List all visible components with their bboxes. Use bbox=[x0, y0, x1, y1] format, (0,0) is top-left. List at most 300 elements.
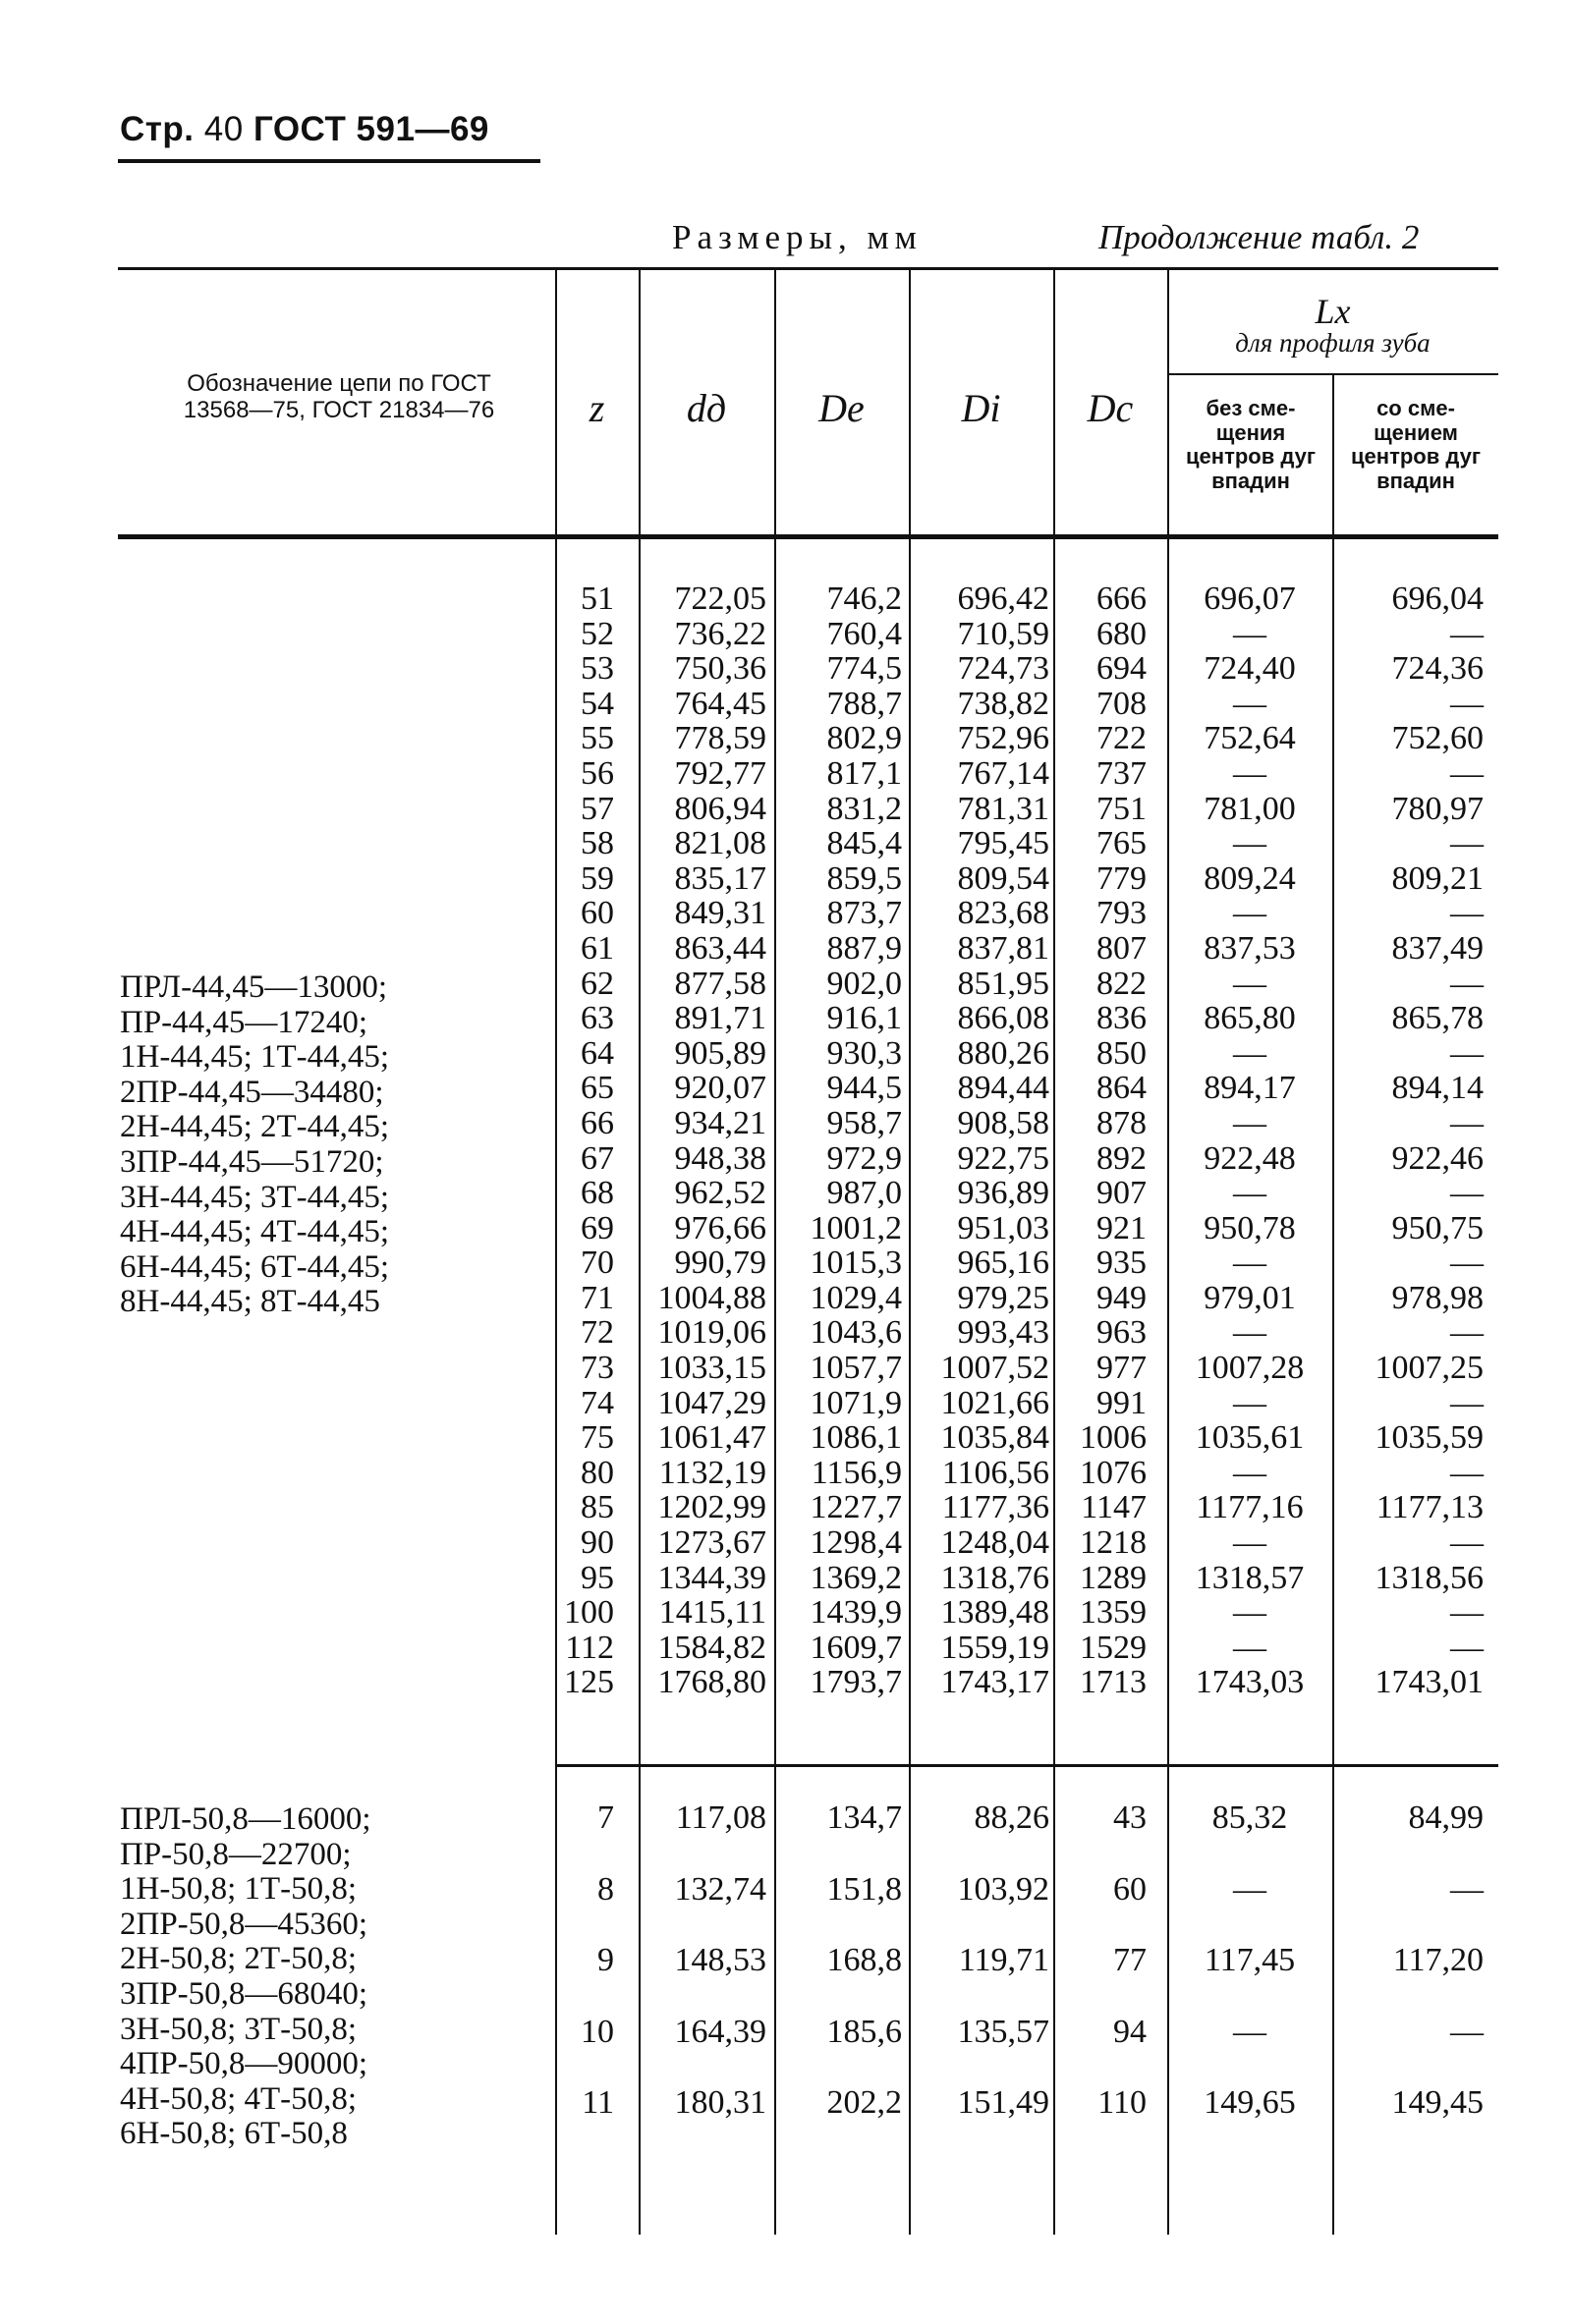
lx-no-offset-cell: — bbox=[1233, 1245, 1266, 1282]
dc-cell: 1713 bbox=[1080, 1664, 1147, 1701]
dd-cell: 821,08 bbox=[674, 825, 766, 862]
dd-cell: 1584,82 bbox=[657, 1629, 766, 1666]
section1-dd-column bbox=[639, 581, 766, 1700]
dc-cell: 935 bbox=[1096, 1245, 1147, 1282]
dd-cell: 1273,67 bbox=[657, 1524, 766, 1562]
dc-cell: 878 bbox=[1096, 1104, 1147, 1141]
de-cell: 1439,9 bbox=[810, 1594, 902, 1632]
lx-offset-cell: — bbox=[1450, 825, 1484, 862]
dc-cell: 765 bbox=[1096, 825, 1147, 862]
section1-dc-column bbox=[1053, 581, 1147, 1700]
di-cell: 781,31 bbox=[957, 790, 1049, 827]
lx-offset-cell: — bbox=[1450, 1870, 1484, 1908]
dd-cell: 1132,19 bbox=[658, 1454, 766, 1491]
dd-cell: 962,52 bbox=[674, 1175, 766, 1212]
designation-line: 1Н-50,8; 1Т-50,8; bbox=[120, 1871, 358, 1908]
lx-no-offset-cell: — bbox=[1233, 965, 1266, 1002]
designation-line: 2ПР-50,8—45360; bbox=[120, 1906, 368, 1942]
lx-no-offset-cell: 1007,28 bbox=[1195, 1350, 1305, 1387]
dd-cell: 132,74 bbox=[674, 1870, 766, 1908]
dd-cell: 920,07 bbox=[674, 1070, 766, 1107]
dc-cell: 850 bbox=[1096, 1034, 1147, 1072]
section1-lx-no-offset-column bbox=[1167, 581, 1332, 1700]
dd-cell: 990,79 bbox=[674, 1245, 766, 1282]
z-cell: 90 bbox=[581, 1524, 614, 1562]
di-cell: 1021,66 bbox=[940, 1384, 1049, 1421]
dd-cell: 778,59 bbox=[674, 720, 766, 757]
lx-offset-cell: 149,45 bbox=[1391, 2084, 1484, 2121]
designation-line: 2ПР-44,45—34480; bbox=[120, 1074, 384, 1110]
dc-cell: 949 bbox=[1096, 1279, 1147, 1316]
lx-offset-cell: 978,98 bbox=[1391, 1279, 1484, 1316]
lx-offset-cell: — bbox=[1450, 1314, 1484, 1352]
di-cell: 767,14 bbox=[957, 754, 1049, 792]
lx-header-note: для профиля зуба bbox=[1235, 328, 1431, 358]
di-cell: 135,57 bbox=[957, 2013, 1049, 2050]
designation-line: 3Н-44,45; 3Т-44,45; bbox=[120, 1179, 390, 1215]
z-cell: 52 bbox=[581, 615, 614, 652]
de-cell: 1227,7 bbox=[810, 1489, 902, 1526]
designation-line: 1Н-44,45; 1Т-44,45; bbox=[120, 1039, 390, 1076]
di-cell: 738,82 bbox=[957, 685, 1049, 722]
dd-cell: 164,39 bbox=[674, 2013, 766, 2050]
designation-line: 4Н-44,45; 4Т-44,45; bbox=[120, 1214, 390, 1250]
dd-cell: 905,89 bbox=[674, 1034, 766, 1072]
designation-line: 3ПР-44,45—51720; bbox=[120, 1143, 384, 1180]
di-cell: 1177,36 bbox=[941, 1489, 1049, 1526]
di-cell: 979,25 bbox=[957, 1279, 1049, 1316]
de-header: De bbox=[818, 386, 865, 430]
lx-no-offset-cell: — bbox=[1233, 1524, 1266, 1562]
lx-no-offset-cell: 724,40 bbox=[1204, 650, 1296, 688]
di-cell: 88,26 bbox=[974, 1799, 1049, 1836]
lx-offset-cell: 1743,01 bbox=[1375, 1664, 1484, 1701]
dc-cell: 1218 bbox=[1080, 1524, 1147, 1562]
di-cell: 823,68 bbox=[957, 895, 1049, 932]
z-cell: 75 bbox=[581, 1419, 614, 1457]
di-cell: 103,92 bbox=[957, 1870, 1049, 1908]
designation-line: ПРЛ-44,45—13000; bbox=[120, 969, 387, 1005]
dc-cell: 1147 bbox=[1081, 1489, 1147, 1526]
lx-offset-cell: 780,97 bbox=[1391, 790, 1484, 827]
z-cell: 72 bbox=[581, 1314, 614, 1352]
de-cell: 1793,7 bbox=[810, 1664, 902, 1701]
lx-offset-cell: 752,60 bbox=[1391, 720, 1484, 757]
dc-cell: 110 bbox=[1097, 2084, 1147, 2121]
lx-no-offset-cell: — bbox=[1233, 1454, 1266, 1491]
lx-no-offset-cell: 781,00 bbox=[1204, 790, 1296, 827]
de-cell: 817,1 bbox=[826, 754, 902, 792]
dd-cell: 1019,06 bbox=[657, 1314, 766, 1352]
dc-cell: 822 bbox=[1096, 965, 1147, 1002]
z-cell: 67 bbox=[581, 1139, 614, 1177]
dc-header: Dc bbox=[1087, 386, 1134, 430]
lx-offset-cell: 117,20 bbox=[1392, 1942, 1484, 1978]
lx-offset-cell: 922,46 bbox=[1391, 1139, 1484, 1177]
section2-designations bbox=[120, 1801, 371, 2151]
de-cell: 185,6 bbox=[826, 2013, 902, 2050]
dd-cell: 1344,39 bbox=[657, 1559, 766, 1596]
dc-cell: 751 bbox=[1096, 790, 1147, 827]
section-divider-rule bbox=[555, 1764, 1498, 1767]
lx-offset-cell: 84,99 bbox=[1408, 1799, 1484, 1836]
z-cell: 71 bbox=[581, 1279, 614, 1316]
lx-no-offset-cell: 894,17 bbox=[1204, 1070, 1296, 1107]
de-cell: 168,8 bbox=[826, 1942, 902, 1978]
dd-cell: 764,45 bbox=[674, 685, 766, 722]
dd-cell: 849,31 bbox=[674, 895, 766, 932]
lx-offset-cell: — bbox=[1450, 2013, 1484, 2050]
lx-offset-cell: — bbox=[1450, 1175, 1484, 1212]
dc-cell: 43 bbox=[1113, 1799, 1147, 1836]
z-cell: 70 bbox=[581, 1245, 614, 1282]
z-cell: 69 bbox=[581, 1209, 614, 1246]
dc-cell: 708 bbox=[1096, 685, 1147, 722]
lx-offset-cell: 809,21 bbox=[1391, 859, 1484, 897]
designation-line: 2Н-50,8; 2Т-50,8; bbox=[120, 1941, 358, 1977]
z-cell: 10 bbox=[581, 2013, 614, 2050]
dc-cell: 907 bbox=[1096, 1175, 1147, 1212]
lx-offset-cell: 950,75 bbox=[1391, 1209, 1484, 1246]
z-cell: 56 bbox=[581, 754, 614, 792]
lx-no-offset-cell: — bbox=[1233, 1314, 1266, 1352]
z-cell: 100 bbox=[564, 1594, 614, 1632]
lx-offset-cell: 1318,56 bbox=[1375, 1559, 1484, 1596]
lx-offset-cell: — bbox=[1450, 1034, 1484, 1072]
designation-header: Обозначение цепи по ГОСТ 13568—75, ГОСТ 21834—76 bbox=[183, 370, 495, 423]
table-continuation: Продолжение табл. 2 bbox=[1098, 218, 1420, 256]
dc-cell: 680 bbox=[1096, 615, 1147, 652]
lx-no-offset-cell: — bbox=[1233, 1629, 1266, 1666]
z-cell: 9 bbox=[597, 1942, 614, 1978]
lx-offset-cell: — bbox=[1450, 1245, 1484, 1282]
z-header: z bbox=[589, 386, 605, 430]
sizes-title: Размеры, мм bbox=[672, 218, 923, 256]
di-cell: 1389,48 bbox=[940, 1594, 1049, 1632]
di-cell: 724,73 bbox=[957, 650, 1049, 688]
de-cell: 972,9 bbox=[826, 1139, 902, 1177]
dd-header: dд bbox=[686, 386, 727, 430]
z-cell: 59 bbox=[581, 859, 614, 897]
designation-line: 2Н-44,45; 2Т-44,45; bbox=[120, 1109, 390, 1145]
di-cell: 880,26 bbox=[957, 1034, 1049, 1072]
lx-offset-cell: 696,04 bbox=[1391, 581, 1484, 617]
di-cell: 993,43 bbox=[957, 1314, 1049, 1352]
di-cell: 119,71 bbox=[958, 1942, 1049, 1978]
designation-line: 6Н-50,8; 6Т-50,8 bbox=[120, 2116, 348, 2152]
lx-no-offset-cell: 1177,16 bbox=[1196, 1489, 1304, 1526]
dc-cell: 991 bbox=[1096, 1384, 1147, 1421]
de-cell: 859,5 bbox=[826, 859, 902, 897]
de-cell: 1156,9 bbox=[811, 1454, 902, 1491]
z-cell: 51 bbox=[581, 581, 614, 617]
header-rule bbox=[118, 159, 540, 163]
lx-no-offset-cell: — bbox=[1233, 1104, 1266, 1141]
table-top-rule bbox=[118, 267, 1498, 270]
lx-no-offset-cell: — bbox=[1233, 1384, 1266, 1421]
section1-di-column bbox=[909, 581, 1049, 1700]
lx-offset-cell: — bbox=[1450, 1104, 1484, 1141]
z-cell: 57 bbox=[581, 790, 614, 827]
de-cell: 1298,4 bbox=[810, 1524, 902, 1562]
de-cell: 1057,7 bbox=[810, 1350, 902, 1387]
de-cell: 788,7 bbox=[826, 685, 902, 722]
z-cell: 58 bbox=[581, 825, 614, 862]
dd-cell: 750,36 bbox=[674, 650, 766, 688]
dd-cell: 891,71 bbox=[674, 1000, 766, 1037]
dc-cell: 1289 bbox=[1080, 1559, 1147, 1596]
dd-cell: 117,08 bbox=[675, 1799, 766, 1836]
designation-line: 4Н-50,8; 4Т-50,8; bbox=[120, 2080, 358, 2117]
z-cell: 125 bbox=[564, 1664, 614, 1701]
lx-no-offset-cell: — bbox=[1233, 2013, 1266, 2050]
lx-offset-cell: — bbox=[1450, 1629, 1484, 1666]
dc-cell: 737 bbox=[1096, 754, 1147, 792]
lx-offset-cell: — bbox=[1450, 1454, 1484, 1491]
de-cell: 958,7 bbox=[826, 1104, 902, 1141]
dc-cell: 892 bbox=[1096, 1139, 1147, 1177]
z-cell: 53 bbox=[581, 650, 614, 688]
lx-offset-cell: — bbox=[1450, 895, 1484, 932]
di-cell: 922,75 bbox=[957, 1139, 1049, 1177]
dd-cell: 722,05 bbox=[674, 581, 766, 617]
lx-offset-cell: — bbox=[1450, 1594, 1484, 1632]
de-cell: 887,9 bbox=[826, 929, 902, 967]
lx-no-offset-cell: — bbox=[1233, 895, 1266, 932]
lx-no-offset-cell: — bbox=[1233, 754, 1266, 792]
di-header: Di bbox=[961, 386, 1001, 430]
lx-offset-cell: — bbox=[1450, 1524, 1484, 1562]
page-prefix: Стр. bbox=[120, 110, 195, 148]
di-cell: 1106,56 bbox=[941, 1454, 1049, 1491]
dc-cell: 722 bbox=[1096, 720, 1147, 757]
lx-no-offset-cell: — bbox=[1233, 1594, 1266, 1632]
di-cell: 851,95 bbox=[957, 965, 1049, 1002]
lx-no-offset-cell: 837,53 bbox=[1204, 929, 1296, 967]
z-cell: 85 bbox=[581, 1489, 614, 1526]
di-cell: 965,16 bbox=[957, 1245, 1049, 1282]
z-cell: 62 bbox=[581, 965, 614, 1002]
dc-cell: 666 bbox=[1096, 581, 1147, 617]
designation-line: 3ПР-50,8—68040; bbox=[120, 1975, 368, 2012]
lx-offset-cell: — bbox=[1450, 1384, 1484, 1421]
di-cell: 809,54 bbox=[957, 859, 1049, 897]
lx-no-offset-cell: 865,80 bbox=[1204, 1000, 1296, 1037]
dd-cell: 1061,47 bbox=[657, 1419, 766, 1457]
de-cell: 774,5 bbox=[826, 650, 902, 688]
di-cell: 866,08 bbox=[957, 1000, 1049, 1037]
de-cell: 873,7 bbox=[826, 895, 902, 932]
lx-no-offset-cell: 752,64 bbox=[1204, 720, 1296, 757]
di-cell: 1559,19 bbox=[940, 1629, 1049, 1666]
dd-cell: 792,77 bbox=[674, 754, 766, 792]
de-cell: 1015,3 bbox=[810, 1245, 902, 1282]
dc-cell: 963 bbox=[1096, 1314, 1147, 1352]
lx-no-offset-cell: 1743,03 bbox=[1195, 1664, 1305, 1701]
de-cell: 1071,9 bbox=[810, 1384, 902, 1421]
de-cell: 845,4 bbox=[826, 825, 902, 862]
z-cell: 68 bbox=[581, 1175, 614, 1212]
z-cell: 80 bbox=[581, 1454, 614, 1491]
z-cell: 95 bbox=[581, 1559, 614, 1596]
z-cell: 7 bbox=[597, 1799, 614, 1836]
header-bottom-rule bbox=[118, 534, 1498, 539]
lx-header-symbol: Lx bbox=[1315, 292, 1351, 331]
di-cell: 151,49 bbox=[957, 2084, 1049, 2121]
dd-cell: 976,66 bbox=[674, 1209, 766, 1246]
de-cell: 134,7 bbox=[826, 1799, 902, 1836]
dd-cell: 180,31 bbox=[674, 2084, 766, 2121]
dc-cell: 779 bbox=[1096, 859, 1147, 897]
section1-lx-offset-column bbox=[1332, 581, 1484, 1700]
de-cell: 916,1 bbox=[826, 1000, 902, 1037]
de-cell: 1029,4 bbox=[810, 1279, 902, 1316]
z-cell: 11 bbox=[582, 2084, 614, 2121]
dd-cell: 934,21 bbox=[674, 1104, 766, 1141]
z-cell: 64 bbox=[581, 1034, 614, 1072]
lx-no-offset-cell: 950,78 bbox=[1204, 1209, 1296, 1246]
lx-no-offset-cell: — bbox=[1233, 825, 1266, 862]
dd-cell: 148,53 bbox=[674, 1942, 766, 1978]
dc-cell: 836 bbox=[1096, 1000, 1147, 1037]
dc-cell: 94 bbox=[1113, 2013, 1147, 2050]
di-cell: 795,45 bbox=[957, 825, 1049, 862]
lx-offset-cell: 1035,59 bbox=[1375, 1419, 1484, 1457]
lx-no-offset-cell: 1318,57 bbox=[1195, 1559, 1305, 1596]
lx-offset-cell: — bbox=[1450, 685, 1484, 722]
di-cell: 1318,76 bbox=[940, 1559, 1049, 1596]
lx-offset-cell: 837,49 bbox=[1391, 929, 1484, 967]
lx-no-offset-cell: — bbox=[1233, 685, 1266, 722]
dc-cell: 864 bbox=[1096, 1070, 1147, 1107]
z-cell: 112 bbox=[565, 1629, 614, 1666]
dd-cell: 1768,80 bbox=[657, 1664, 766, 1701]
lx-no-offset-cell: — bbox=[1233, 615, 1266, 652]
dd-cell: 863,44 bbox=[674, 929, 766, 967]
dd-cell: 1004,88 bbox=[657, 1279, 766, 1316]
dc-cell: 807 bbox=[1096, 929, 1147, 967]
dc-cell: 921 bbox=[1096, 1209, 1147, 1246]
dc-cell: 977 bbox=[1096, 1350, 1147, 1387]
di-cell: 894,44 bbox=[957, 1070, 1049, 1107]
dd-cell: 1415,11 bbox=[658, 1594, 766, 1632]
z-cell: 8 bbox=[597, 1870, 614, 1908]
dc-cell: 1529 bbox=[1080, 1629, 1147, 1666]
dc-cell: 60 bbox=[1113, 1870, 1147, 1908]
section1-z-column bbox=[555, 581, 614, 1700]
lx-offset-cell: — bbox=[1450, 965, 1484, 1002]
di-cell: 1035,84 bbox=[940, 1419, 1049, 1457]
lx-no-offset-cell: 1035,61 bbox=[1195, 1419, 1305, 1457]
designation-line: ПР-44,45—17240; bbox=[120, 1004, 368, 1040]
de-cell: 760,4 bbox=[826, 615, 902, 652]
dc-cell: 1359 bbox=[1080, 1594, 1147, 1632]
de-cell: 1001,2 bbox=[810, 1209, 902, 1246]
di-cell: 936,89 bbox=[957, 1175, 1049, 1212]
de-cell: 831,2 bbox=[826, 790, 902, 827]
lx-no-offset-cell: — bbox=[1233, 1175, 1266, 1212]
di-cell: 837,81 bbox=[957, 929, 1049, 967]
dd-cell: 806,94 bbox=[674, 790, 766, 827]
lx-no-offset-cell: 85,32 bbox=[1211, 1799, 1288, 1836]
designation-line: 8Н-44,45; 8Т-44,45 bbox=[120, 1284, 380, 1320]
dc-cell: 77 bbox=[1113, 1942, 1147, 1978]
z-cell: 74 bbox=[581, 1384, 614, 1421]
dc-cell: 1076 bbox=[1080, 1454, 1147, 1491]
lx-offset-cell: 865,78 bbox=[1391, 1000, 1484, 1037]
designation-line: ПРЛ-50,8—16000; bbox=[120, 1801, 371, 1837]
di-cell: 710,59 bbox=[957, 615, 1049, 652]
z-cell: 63 bbox=[581, 1000, 614, 1037]
lx-no-offset-cell: 922,48 bbox=[1204, 1139, 1296, 1177]
page-header bbox=[120, 110, 489, 149]
z-cell: 61 bbox=[581, 929, 614, 967]
standard-number: ГОСТ 591—69 bbox=[253, 110, 489, 148]
dd-cell: 1033,15 bbox=[657, 1350, 766, 1387]
de-cell: 151,8 bbox=[826, 1870, 902, 1908]
di-cell: 1743,17 bbox=[940, 1664, 1049, 1701]
z-cell: 55 bbox=[581, 720, 614, 757]
de-cell: 1086,1 bbox=[810, 1419, 902, 1457]
lx-offset-cell: 894,14 bbox=[1391, 1070, 1484, 1107]
di-cell: 908,58 bbox=[957, 1104, 1049, 1141]
lx-no-offset-cell: 149,65 bbox=[1204, 2084, 1296, 2121]
z-cell: 73 bbox=[581, 1350, 614, 1387]
de-cell: 802,9 bbox=[826, 720, 902, 757]
lx-no-offset-cell: 809,24 bbox=[1204, 859, 1296, 897]
dd-cell: 736,22 bbox=[674, 615, 766, 652]
designation-line: 6Н-44,45; 6Т-44,45; bbox=[120, 1248, 390, 1285]
lx-no-offset-header: без сме-щения центров дуг впадин bbox=[1186, 396, 1316, 493]
de-cell: 902,0 bbox=[826, 965, 902, 1002]
lx-offset-cell: — bbox=[1450, 615, 1484, 652]
z-cell: 60 bbox=[581, 895, 614, 932]
designation-line: 3Н-50,8; 3Т-50,8; bbox=[120, 2011, 358, 2047]
dd-cell: 1202,99 bbox=[657, 1489, 766, 1526]
lx-offset-cell: 724,36 bbox=[1391, 650, 1484, 688]
z-cell: 65 bbox=[581, 1070, 614, 1107]
de-cell: 1609,7 bbox=[810, 1629, 902, 1666]
de-cell: 987,0 bbox=[826, 1175, 902, 1212]
lx-offset-cell: — bbox=[1450, 754, 1484, 792]
designation-line: ПР-50,8—22700; bbox=[120, 1836, 352, 1872]
z-cell: 66 bbox=[581, 1104, 614, 1141]
dc-cell: 1006 bbox=[1080, 1419, 1147, 1457]
dd-cell: 877,58 bbox=[674, 965, 766, 1002]
dd-cell: 1047,29 bbox=[657, 1384, 766, 1421]
dd-cell: 835,17 bbox=[674, 859, 766, 897]
lx-no-offset-cell: — bbox=[1233, 1034, 1266, 1072]
lx-no-offset-cell: 117,45 bbox=[1204, 1942, 1296, 1978]
de-cell: 944,5 bbox=[826, 1070, 902, 1107]
di-cell: 1007,52 bbox=[940, 1350, 1049, 1387]
di-cell: 1248,04 bbox=[940, 1524, 1049, 1562]
de-cell: 202,2 bbox=[826, 2084, 902, 2121]
di-cell: 951,03 bbox=[957, 1209, 1049, 1246]
section1-de-column bbox=[774, 581, 902, 1700]
lx-offset-cell: 1007,25 bbox=[1375, 1350, 1484, 1387]
lx-offset-cell: 1177,13 bbox=[1376, 1489, 1484, 1526]
de-cell: 1369,2 bbox=[810, 1559, 902, 1596]
designation-line: 4ПР-50,8—90000; bbox=[120, 2046, 368, 2082]
z-cell: 54 bbox=[581, 685, 614, 722]
de-cell: 930,3 bbox=[826, 1034, 902, 1072]
de-cell: 746,2 bbox=[826, 581, 902, 617]
di-cell: 752,96 bbox=[957, 720, 1049, 757]
dd-cell: 948,38 bbox=[674, 1139, 766, 1177]
dc-cell: 694 bbox=[1096, 650, 1147, 688]
page-number: 40 bbox=[203, 110, 244, 148]
